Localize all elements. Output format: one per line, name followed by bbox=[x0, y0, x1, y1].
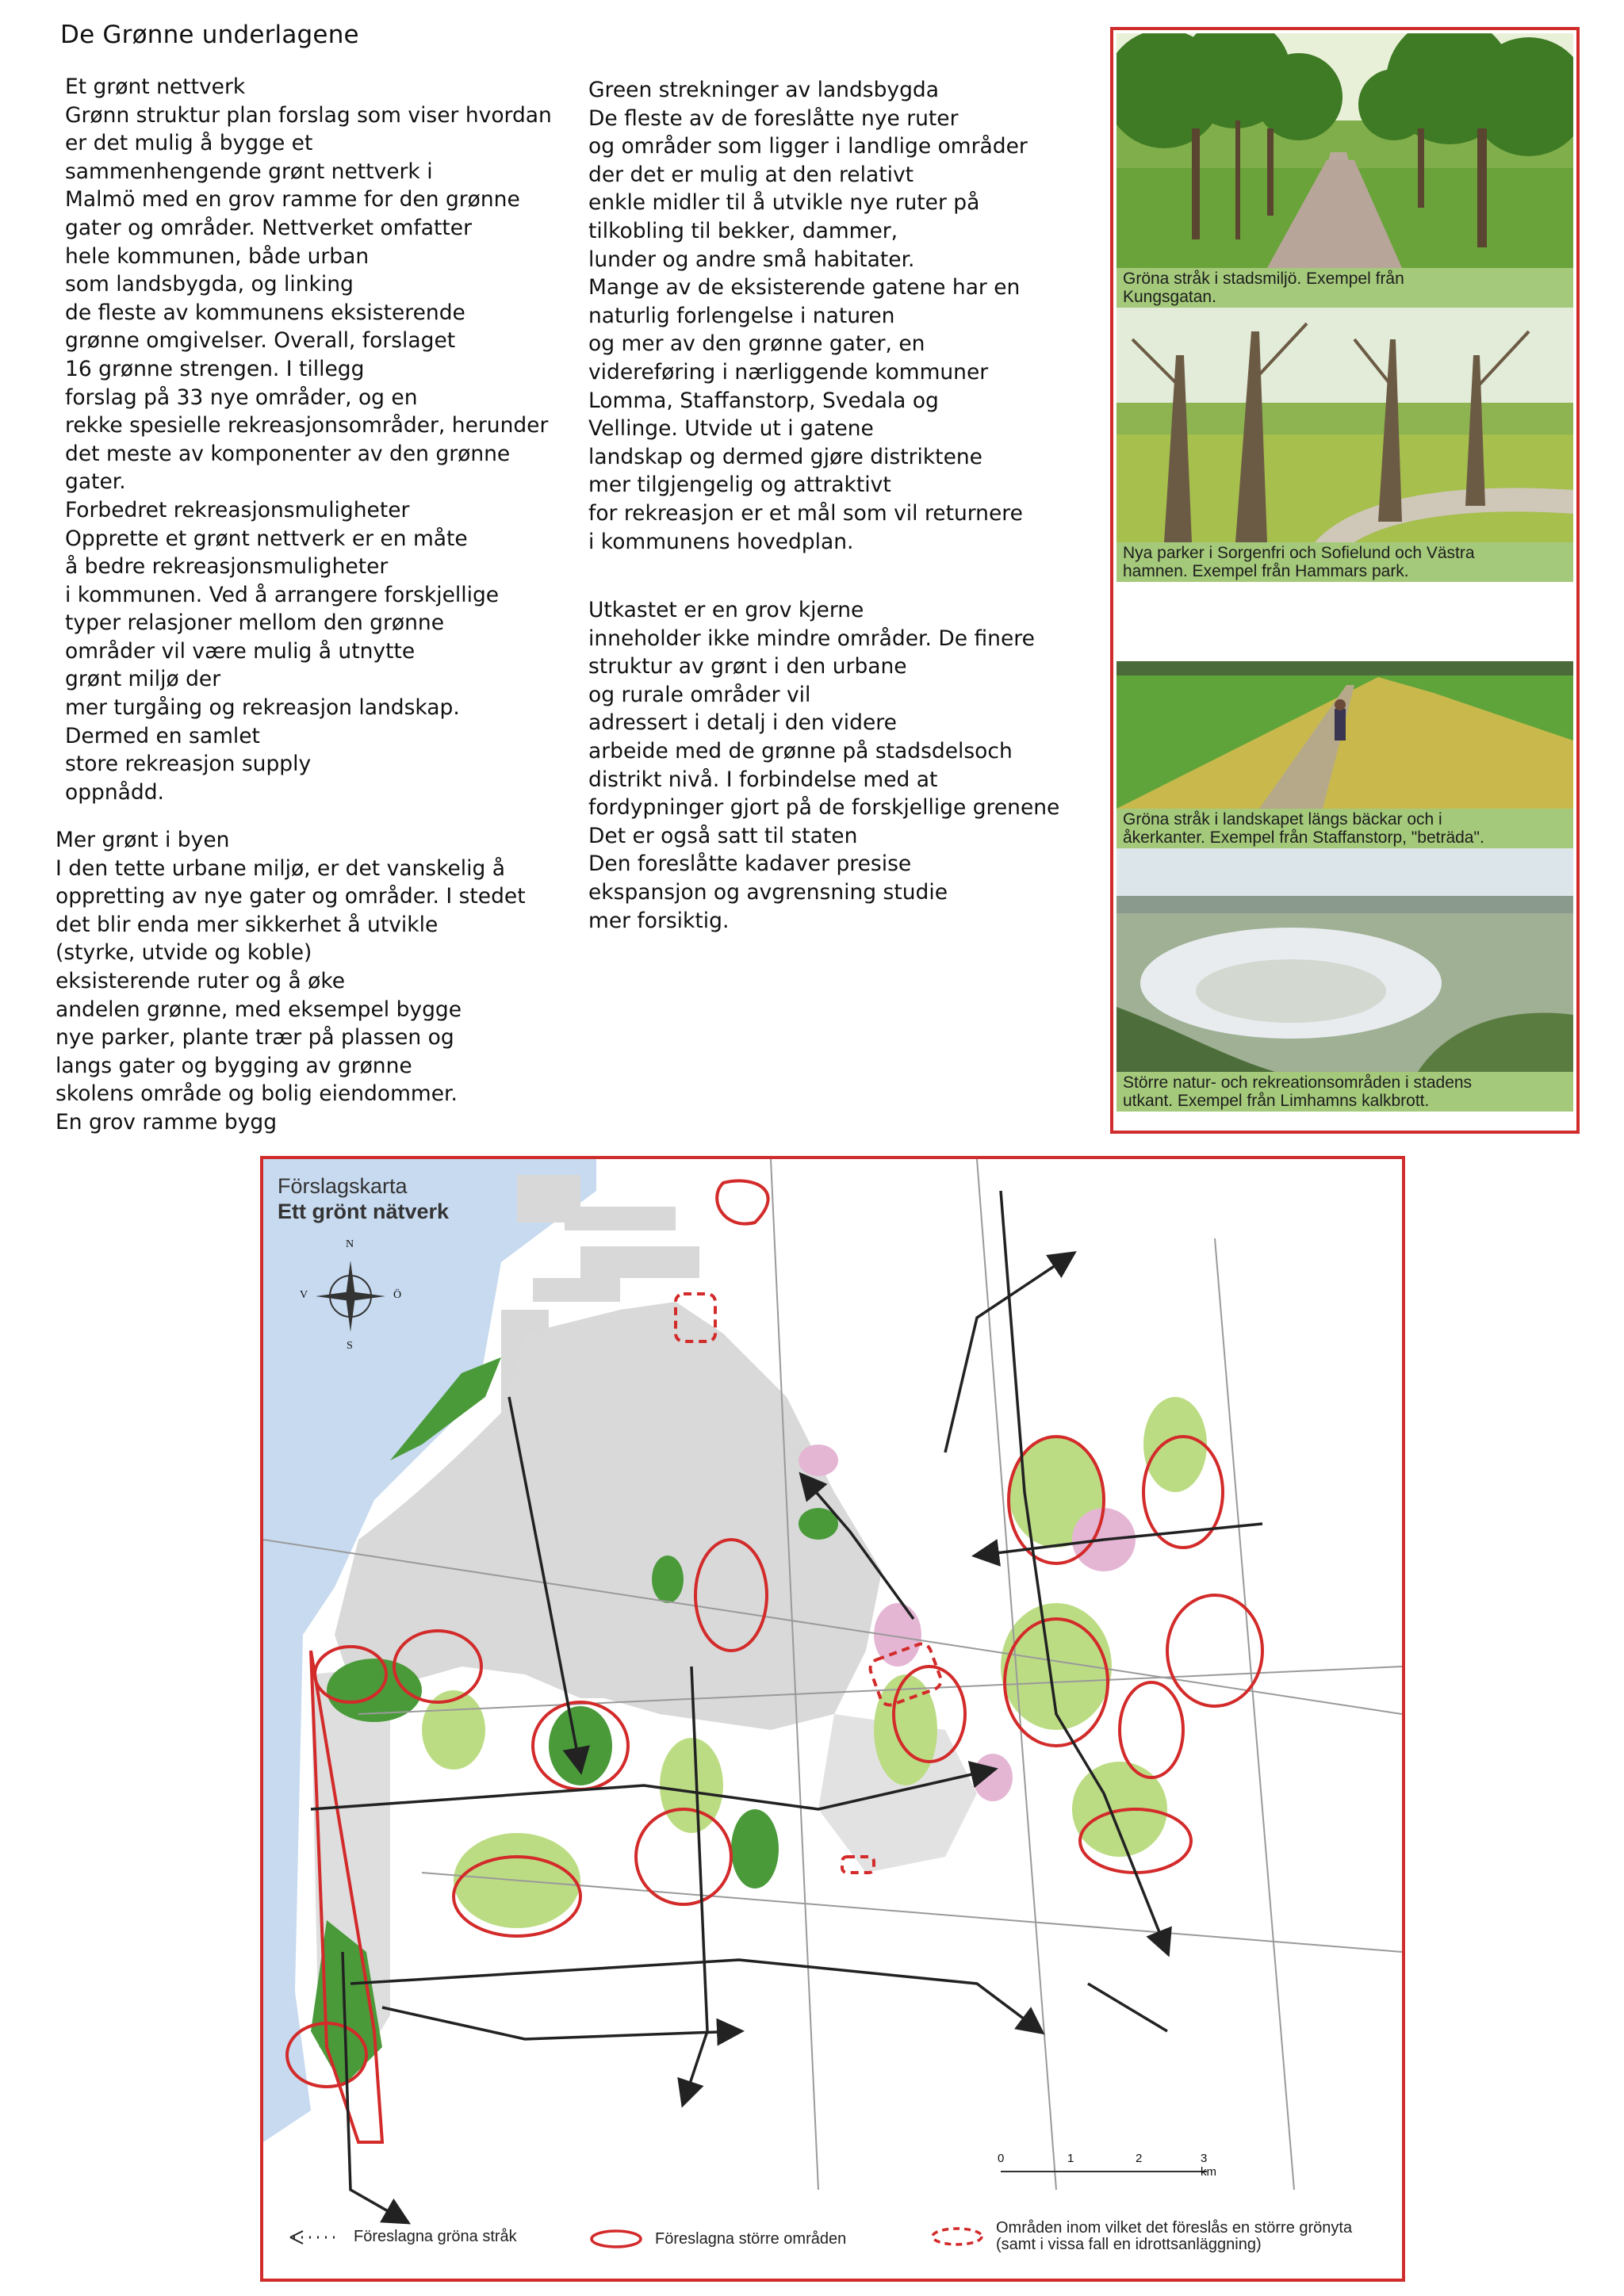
text-line: naturlig forlengelse i naturen bbox=[588, 303, 895, 328]
map-title-line1: Förslagskarta bbox=[278, 1174, 408, 1198]
map-legend bbox=[263, 2206, 1402, 2279]
compass-e: Ö bbox=[393, 1289, 402, 1301]
caption-line: Kungsgatan. bbox=[1123, 288, 1216, 306]
photo-panel bbox=[1110, 27, 1580, 1134]
text-line: forslag på 33 nye områder, og en bbox=[65, 385, 418, 410]
text-line: andelen grønne, med eksempel bygge bbox=[56, 997, 462, 1022]
caption-line: Gröna stråk i stadsmiljö. Exempel från bbox=[1123, 270, 1404, 288]
text-line: adressert i detalj i den videre bbox=[588, 710, 897, 736]
text-line: der det er mulig at den relativt bbox=[588, 162, 914, 187]
text-line: En grov ramme bygg bbox=[56, 1109, 278, 1135]
text-line: inneholder ikke mindre områder. De finere bbox=[588, 626, 1035, 651]
page-title: De Grønne underlagene bbox=[60, 21, 359, 49]
text-line: oppnådd. bbox=[65, 779, 164, 805]
text-line: mer forsiktig. bbox=[588, 908, 730, 933]
compass-w: V bbox=[300, 1289, 308, 1301]
text-line: struktur av grønt i den urbane bbox=[588, 654, 907, 679]
text-line: 16 grønne strengen. I tillegg bbox=[65, 356, 365, 381]
text-line: rekke spesielle rekreasjonsområder, herunder bbox=[65, 413, 549, 438]
text-line: mer turgåing og rekreasjon landskap. bbox=[65, 695, 460, 721]
text-line: eksisterende ruter og å øke bbox=[56, 968, 346, 993]
text-line: i kommunens hovedplan. bbox=[588, 529, 854, 554]
text-line: de fleste av kommunens eksisterende bbox=[65, 300, 465, 325]
text-line: langs gater og bygging av grønne bbox=[56, 1053, 412, 1078]
text-line: for rekreasjon er et mål som vil returnere bbox=[588, 500, 1023, 526]
text-line: arbeide med de grønne på stadsdelsoch bbox=[588, 738, 1013, 763]
caption-line: hamnen. Exempel från Hammars park. bbox=[1123, 562, 1409, 580]
legend-areas bbox=[588, 2228, 846, 2250]
legend-corridor bbox=[287, 2228, 517, 2246]
photo-tree-avenue bbox=[1116, 33, 1573, 308]
caption-line: utkant. Exempel från Limhamns kalkbrott. bbox=[1123, 1092, 1430, 1110]
field-path-image bbox=[1116, 582, 1573, 809]
text-line: distrikt nivå. I forbindelse med at bbox=[588, 767, 938, 792]
tree-avenue-image bbox=[1116, 33, 1573, 268]
text-line: Lomma, Staffanstorp, Svedala og bbox=[588, 388, 939, 413]
text-line: (styrke, utvide og koble) bbox=[56, 940, 312, 966]
text-line: fordypninger gjort på de forskjellige grenene bbox=[588, 795, 1060, 821]
text-line: tilkobling til bekker, dammer, bbox=[588, 218, 898, 243]
caption-line: Gröna stråk i landskapet längs bäckar och i bbox=[1123, 810, 1442, 828]
map-title-line2: Ett grönt nätverk bbox=[278, 1200, 450, 1223]
compass-n: N bbox=[346, 1238, 354, 1250]
text-line: typer relasjoner mellom den grønne bbox=[65, 610, 444, 636]
text-column-left-bottom bbox=[56, 826, 526, 1137]
photo-field-path bbox=[1116, 582, 1573, 848]
legend-label: (samt i vissa fall en idrottsanläggning) bbox=[996, 2236, 1262, 2253]
caption-line: åkerkanter. Exempel från Staffanstorp, "beträda". bbox=[1123, 828, 1484, 847]
text-line: å bedre rekreasjonsmuligheter bbox=[65, 554, 389, 580]
text-line: enkle midler til å utvikle nye ruter på bbox=[588, 190, 980, 216]
legend-label: Områden inom vilket det föreslås en större grönyta bbox=[996, 2219, 1353, 2237]
text-line: det meste av komponenter av den grønne bbox=[65, 441, 511, 466]
text-line: Forbedret rekreasjonsmuligheter bbox=[65, 497, 410, 522]
text-line: og mer av den grønne gater, en bbox=[588, 331, 925, 357]
text-column-right-top bbox=[588, 76, 1028, 556]
scale-label: 0 bbox=[998, 2152, 1005, 2165]
text-line: Dermed en samlet bbox=[65, 723, 260, 748]
text-line: ekspansjon og avgrensning studie bbox=[588, 879, 948, 905]
text-line: oppretting av nye gater og områder. I stedet bbox=[56, 884, 526, 909]
photo-caption bbox=[1116, 1072, 1573, 1112]
compass-rose bbox=[300, 1238, 402, 1352]
text-line: nye parker, plante trær på plassen og bbox=[56, 1025, 454, 1050]
legend-label: Föreslagna större områden bbox=[655, 2229, 847, 2248]
text-line: Green strekninger av landsbygda bbox=[588, 78, 939, 102]
text-line: videreføring i nærliggende kommuner bbox=[588, 359, 989, 385]
scale-label: 2 bbox=[1136, 2152, 1143, 2165]
photo-caption bbox=[1116, 542, 1573, 582]
text-column-right-bottom bbox=[588, 596, 1059, 935]
text-line: I den tette urbane miljø, er det vanskelig å bbox=[56, 855, 506, 881]
text-line: Opprette et grønt nettverk er en måte bbox=[65, 526, 468, 551]
red-ellipse-icon bbox=[588, 2228, 644, 2250]
dotted-arrow-icon bbox=[287, 2229, 343, 2245]
text-line: som landsbygda, og linking bbox=[65, 272, 354, 297]
photo-quarry bbox=[1116, 848, 1573, 1112]
text-line: lunder og andre små habitater. bbox=[588, 247, 915, 272]
text-line: Malmö med en grov ramme for den grønne bbox=[65, 187, 520, 212]
text-line: Grønn struktur plan forslag som viser hvordan bbox=[65, 102, 552, 128]
red-dashed-ellipse-icon bbox=[929, 2225, 985, 2248]
text-line: Det er også satt til staten bbox=[588, 823, 858, 848]
scale-bar bbox=[998, 2149, 1223, 2180]
text-line: skolens område og bolig eiendommer. bbox=[56, 1081, 458, 1107]
text-line: sammenhengende grønt nettverk i bbox=[65, 159, 433, 184]
text-line: og områder som ligger i landlige områder bbox=[588, 134, 1028, 159]
text-line: områder vil være mulig å utnytte bbox=[65, 638, 416, 664]
quarry-image bbox=[1116, 848, 1573, 1072]
text-line: gater. bbox=[65, 469, 126, 495]
text-line: mer tilgjengelig og attraktivt bbox=[588, 473, 891, 498]
photo-caption bbox=[1116, 809, 1573, 848]
text-line: og rurale områder vil bbox=[588, 682, 811, 707]
map-title bbox=[278, 1173, 449, 1224]
text-line: Utkastet er en grov kjerne bbox=[588, 598, 864, 622]
text-line: gater og områder. Nettverket omfatter bbox=[65, 215, 473, 240]
text-line: Mange av de eksisterende gatene har en bbox=[588, 275, 1021, 300]
caption-line: Större natur- och rekreationsområden i stadens bbox=[1123, 1073, 1473, 1092]
text-line: store rekreasjon supply bbox=[65, 752, 312, 777]
text-line: Vellinge. Utvide ut i gatene bbox=[588, 416, 874, 442]
text-column-left-top bbox=[65, 73, 552, 806]
photo-park bbox=[1116, 308, 1573, 582]
text-line: grønne omgivelser. Overall, forslaget bbox=[65, 328, 456, 354]
text-line: Et grønt nettverk bbox=[65, 75, 246, 99]
compass-icon bbox=[311, 1253, 390, 1340]
map-graphic bbox=[263, 1159, 1402, 2279]
text-line: i kommunen. Ved å arrangere forskjellige bbox=[65, 582, 500, 607]
compass-s: S bbox=[347, 1340, 353, 1352]
scale-label: 3 km bbox=[1201, 2152, 1216, 2179]
text-line: er det mulig å bygge et bbox=[65, 131, 313, 156]
text-line: Den foreslåtte kadaver presise bbox=[588, 851, 912, 877]
photo-caption bbox=[1116, 268, 1573, 308]
park-image bbox=[1116, 308, 1573, 542]
text-line: Mer grønt i byen bbox=[56, 828, 230, 852]
text-line: hele kommunen, både urban bbox=[65, 243, 370, 269]
text-line: grønt miljø der bbox=[65, 667, 221, 692]
text-line: landskap og dermed gjøre distriktene bbox=[588, 444, 982, 469]
caption-line: Nya parker i Sorgenfri och Sofielund och Västra bbox=[1123, 544, 1475, 562]
proposal-map bbox=[260, 1156, 1405, 2282]
legend-zones bbox=[929, 2220, 1352, 2253]
legend-label: Föreslagna gröna stråk bbox=[354, 2228, 517, 2245]
text-line: det blir enda mer sikkerhet å utvikle bbox=[56, 912, 439, 937]
text-line: De fleste av de foreslåtte nye ruter bbox=[588, 105, 959, 131]
scale-label: 1 bbox=[1067, 2152, 1074, 2165]
